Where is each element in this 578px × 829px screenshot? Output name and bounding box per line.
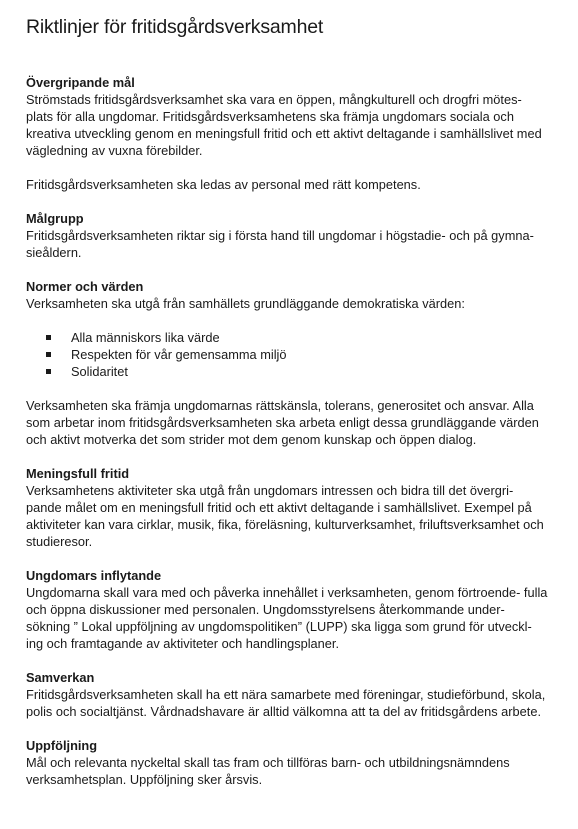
section-ungdomars-inflytande <box>26 567 552 652</box>
list-item: Solidaritet <box>46 363 552 380</box>
section-paragraph: Strömstads fritidsgårdsverksamhet ska vara en öppen, mångkulturell och drogfri mötes- plats för alla ungdomar. Fritidsgårdsverksamhetens ska främja ungdomars sociala och kreativa utveckling genom en meningsfull fritid och ett aktivt deltagande i samhällslivet med vägledning av vuxna förebilder. <box>26 92 542 158</box>
section-meningsfull-fritid <box>26 465 552 550</box>
section-paragraph: Verksamheten ska främja ungdomarnas rättskänsla, tolerans, generositet och ansvar. Alla som arbetar inom fritidsgårdsverksamheten ska arbeta enligt dessa grundläggande värden och aktivt motverka det som strider mot dem genom kunskap och öppen dialog. <box>26 398 539 447</box>
section-samverkan <box>26 669 552 720</box>
section-paragraph: Fritidsgårdsverksamheten skall ha ett nära samarbete med föreningar, studieförbund, skola, polis och socialtjänst. Vårdnadshavare är alltid välkomna att ta del av fritidsgårdens arbete. <box>26 687 546 719</box>
section-paragraph: Verksamhetens aktiviteter ska utgå från ungdomars intressen och bidra till det övergri- pande målet om en meningsfull fritid och ett aktivt deltagande i samhällslivet. Exempel på aktiviteter kan vara cirklar, musik, fika, föreläsning, kulturverksamhet, friluftsverksamhet och studieresor. <box>26 483 544 549</box>
section-heading: Övergripande mål <box>26 75 135 90</box>
section-heading: Målgrupp <box>26 211 84 226</box>
section-uppfoljning <box>26 737 552 788</box>
section-heading: Meningsfull fritid <box>26 466 130 481</box>
section-paragraph: Verksamheten ska utgå från samhällets grundläggande demokratiska värden: <box>26 296 465 311</box>
document-body <box>26 74 552 788</box>
section-heading: Normer och värden <box>26 279 144 294</box>
list-item: Alla människors lika värde <box>46 329 552 346</box>
section-heading: Ungdomars inflytande <box>26 568 162 583</box>
section-heading: Samverkan <box>26 670 95 685</box>
section-heading: Uppföljning <box>26 738 98 753</box>
section-overgripande-mal <box>26 74 552 193</box>
section-malgrupp <box>26 210 552 261</box>
section-normer-och-varden <box>26 278 552 448</box>
section-paragraph: Fritidsgårdsverksamheten riktar sig i första hand till ungdomar i högstadie- och på gymna- sieåldern. <box>26 228 534 260</box>
section-paragraph: Ungdomarna skall vara med och påverka innehållet i verksamheten, genom förtroende- fulla och öppna diskussioner med personalen. Ungdomsstyrelsens återkommande under- sökning ” Lokal uppföljning av ungdomspolitiken” (LUPP) ska ligga som grund för utveckl- ing och framtagande av aktiviteter och handlingsplaner. <box>26 585 548 651</box>
list-item: Respekten för vår gemensamma miljö <box>46 346 552 363</box>
section-paragraph: Mål och relevanta nyckeltal skall tas fram och tillföras barn- och utbildningsnämndens verksamhetsplan. Uppföljning sker årsvis. <box>26 755 510 787</box>
page-title: Riktlinjer för fritidsgårdsverksamhet <box>26 16 324 38</box>
values-list <box>26 329 552 380</box>
section-paragraph: Fritidsgårdsverksamheten ska ledas av personal med rätt kompetens. <box>26 177 421 192</box>
